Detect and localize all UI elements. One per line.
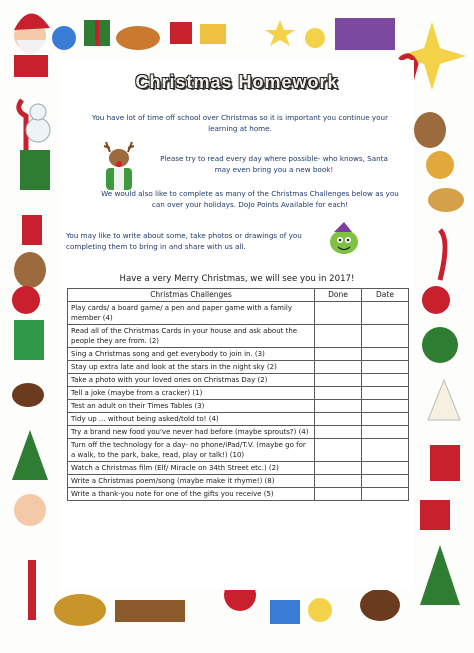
done-cell[interactable] bbox=[315, 400, 362, 413]
reindeer-icon bbox=[14, 252, 46, 288]
done-cell[interactable] bbox=[315, 302, 362, 325]
date-cell[interactable] bbox=[362, 488, 409, 501]
date-cell[interactable] bbox=[362, 302, 409, 325]
date-cell[interactable] bbox=[362, 439, 409, 462]
turkey-icon bbox=[116, 26, 160, 50]
snowman-icon bbox=[26, 118, 50, 142]
reindeer-icon bbox=[96, 138, 142, 194]
pudding-icon bbox=[360, 589, 400, 621]
challenge-text: Take a photo with your loved ones on Christmas Day (2) bbox=[68, 374, 315, 387]
table-row bbox=[68, 325, 409, 348]
pudding-icon bbox=[12, 383, 44, 407]
done-cell[interactable] bbox=[315, 413, 362, 426]
done-cell[interactable] bbox=[315, 475, 362, 488]
challenge-text: Stay up extra late and look at the stars in the night sky (2) bbox=[68, 361, 315, 374]
table-row bbox=[68, 462, 409, 475]
stocking-icon bbox=[430, 445, 460, 481]
column-header-done: Done bbox=[315, 289, 362, 302]
date-cell[interactable] bbox=[362, 413, 409, 426]
table-row bbox=[68, 387, 409, 400]
challenges-table bbox=[67, 288, 409, 501]
santa-icon bbox=[14, 494, 46, 526]
challenge-text: Turn off the technology for a day- no phone/iPad/T.V. (maybe go for a walk, to the park, bake, read, play or talk!) (10) bbox=[68, 439, 315, 462]
table-row bbox=[68, 348, 409, 361]
page-title: Christmas Homework bbox=[135, 72, 339, 92]
date-cell[interactable] bbox=[362, 426, 409, 439]
bell-icon bbox=[426, 151, 454, 179]
done-cell[interactable] bbox=[315, 361, 362, 374]
reindeer-icon bbox=[414, 112, 446, 148]
done-cell[interactable] bbox=[315, 439, 362, 462]
dojo-monster-icon bbox=[326, 222, 362, 256]
done-cell[interactable] bbox=[315, 374, 362, 387]
intro-paragraph-4: You may like to write about some, take photos or drawings of you completing them to bring in and share with us all. bbox=[66, 231, 302, 251]
done-cell[interactable] bbox=[315, 488, 362, 501]
challenge-text: Read all of the Christmas Cards in your house and ask about the people they are from. (2) bbox=[68, 325, 315, 348]
column-header-date: Date bbox=[362, 289, 409, 302]
done-cell[interactable] bbox=[315, 426, 362, 439]
challenge-text: Sing a Christmas song and get everybody to join in. (3) bbox=[68, 348, 315, 361]
table-row bbox=[68, 374, 409, 387]
done-cell[interactable] bbox=[315, 387, 362, 400]
table-row bbox=[68, 413, 409, 426]
challenge-text: Write a thank-you note for one of the gifts you receive (5) bbox=[68, 488, 315, 501]
date-cell[interactable] bbox=[362, 325, 409, 348]
merry-christmas-banner: Have a very Merry Christmas, we will see you in 2017! bbox=[119, 274, 355, 284]
yule-log-icon bbox=[115, 600, 185, 622]
challenge-text: Test an adult on their Times Tables (3) bbox=[68, 400, 315, 413]
three-kings-icon bbox=[335, 18, 395, 50]
challenge-text: Write a Christmas poem/song (maybe make it rhyme!) (8) bbox=[68, 475, 315, 488]
table-row bbox=[68, 488, 409, 501]
table-row bbox=[68, 439, 409, 462]
present-icon bbox=[170, 22, 192, 44]
challenge-text: Tidy up ... without being asked/told to! (4) bbox=[68, 413, 315, 426]
date-cell[interactable] bbox=[362, 387, 409, 400]
done-cell[interactable] bbox=[315, 325, 362, 348]
intro-paragraph-2: Please try to read every day where possible- who knows, Santa may even bring you a new book! bbox=[160, 154, 388, 174]
elf-icon bbox=[14, 320, 44, 360]
date-cell[interactable] bbox=[362, 348, 409, 361]
mince-pie-icon bbox=[305, 28, 325, 48]
table-header-row bbox=[68, 289, 409, 302]
challenge-text: Try a brand new food you've never had before (maybe sprouts?) (4) bbox=[68, 426, 315, 439]
candle-icon bbox=[28, 560, 36, 620]
present-icon bbox=[200, 24, 226, 44]
bauble-icon bbox=[52, 26, 76, 50]
bells-icon bbox=[54, 594, 106, 626]
date-cell[interactable] bbox=[362, 475, 409, 488]
star-icon bbox=[308, 598, 332, 622]
date-cell[interactable] bbox=[362, 361, 409, 374]
challenge-text: Watch a Christmas film (Elf/ Miracle on 34th Street etc.) (2) bbox=[68, 462, 315, 475]
intro-paragraph-1: You have lot of time off school over Christmas so it is important you continue your learning at home. bbox=[91, 113, 389, 133]
present-icon bbox=[270, 600, 300, 624]
present-icon bbox=[420, 500, 450, 530]
present-icon bbox=[422, 286, 450, 314]
table-row bbox=[68, 361, 409, 374]
table-row bbox=[68, 400, 409, 413]
challenge-text: Play cards/ a board game/ a pen and paper game with a family member (4) bbox=[68, 302, 315, 325]
present-icon bbox=[20, 150, 50, 190]
wreath-icon bbox=[422, 327, 458, 363]
table-row bbox=[68, 302, 409, 325]
done-cell[interactable] bbox=[315, 348, 362, 361]
date-cell[interactable] bbox=[362, 400, 409, 413]
homework-sheet bbox=[60, 60, 414, 590]
date-cell[interactable] bbox=[362, 374, 409, 387]
column-header-challenges: Christmas Challenges bbox=[68, 289, 315, 302]
date-cell[interactable] bbox=[362, 462, 409, 475]
stocking-icon bbox=[22, 215, 42, 245]
intro-paragraph-3: We would also like to complete as many of the Christmas Challenges below as you can over your holidays. DoJo Points Available for each! bbox=[101, 189, 399, 209]
challenge-text: Tell a joke (maybe from a cracker) (1) bbox=[68, 387, 315, 400]
mince-pie-icon bbox=[428, 188, 464, 212]
bauble-icon bbox=[12, 286, 40, 314]
table-row bbox=[68, 475, 409, 488]
done-cell[interactable] bbox=[315, 462, 362, 475]
table-row bbox=[68, 426, 409, 439]
